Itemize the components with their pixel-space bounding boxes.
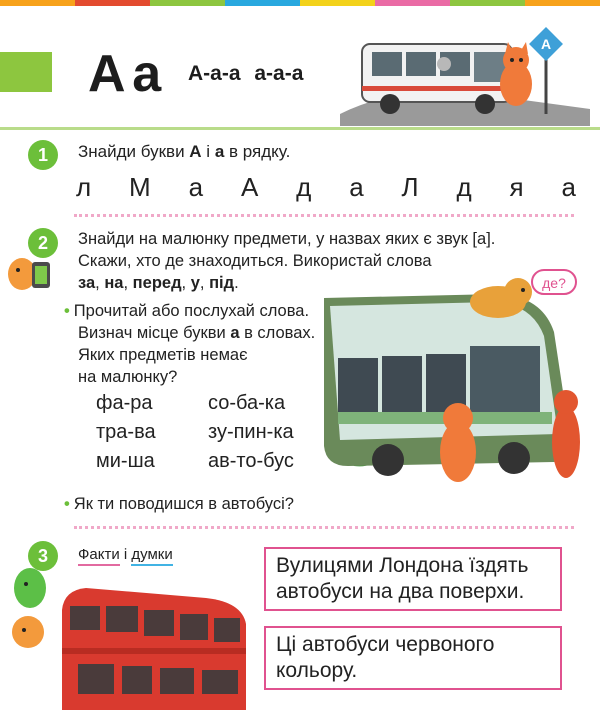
separator: , <box>123 274 133 292</box>
task-1-letter-upper: А <box>189 142 202 161</box>
task-1-text-post: в рядку. <box>224 142 291 161</box>
fact-card-2: Ці автобуси червоного кольору. <box>264 626 562 690</box>
task-2-bullet-2: • Як ти поводишся в автобусі? <box>64 495 294 513</box>
bullet-1-letter: а <box>230 324 240 342</box>
character-with-tablet-icon <box>4 248 54 298</box>
word-item: со-ба-ка <box>208 392 286 414</box>
header-bus-illustration <box>340 14 590 126</box>
bullet-1-line-4: на малюнку? <box>78 368 178 386</box>
keyword: перед <box>132 274 182 292</box>
letters-row <box>76 172 576 203</box>
letter-item: я <box>509 172 524 202</box>
letter-item: М <box>129 172 151 202</box>
word-item: ми-ша <box>96 450 155 472</box>
speech-bubble-text: де? <box>542 275 566 291</box>
strip-segment <box>0 0 75 6</box>
syllable-words-grid <box>96 392 320 473</box>
section-divider <box>74 214 574 217</box>
bullet-1-line-1: Прочитай або послухай слова. <box>73 302 310 320</box>
characters-pair-icon <box>6 560 56 652</box>
letter-item: д <box>296 172 312 202</box>
task-2-bullet-1: • Прочитай або послухай слова. Визнач місце букви а в словах. Яких предметів немає на малюнку? <box>64 302 316 386</box>
letter-sounds: А-а-а а-а-а <box>188 62 304 85</box>
letter-item: а <box>188 172 204 202</box>
facts-opinions-joiner: і <box>119 546 132 563</box>
task-1-instruction <box>78 142 290 162</box>
sign-letter: А <box>540 36 552 52</box>
task-1-text-mid: і <box>201 142 215 161</box>
separator: , <box>95 274 105 292</box>
task-1-text-pre: Знайди букви <box>78 142 190 161</box>
letter-item: д <box>456 172 472 202</box>
letter-item: Л <box>401 172 419 202</box>
letter-item: А <box>240 172 259 202</box>
bullet-1-line-3: Яких предметів немає <box>78 346 248 364</box>
task-1-letter-lower: а <box>214 142 225 161</box>
facts-word: Факти <box>78 546 120 566</box>
word-item: фа-ра <box>96 392 153 414</box>
task-2-line-1: Знайди на малюнку предмети, у назвах яких є звук [а]. <box>78 230 496 248</box>
task-2-line-2: Скажи, хто де знаходиться. Використай слова <box>78 252 432 270</box>
header-accent-bar <box>0 52 52 92</box>
bus-scene-illustration <box>318 262 590 510</box>
section-divider <box>74 526 574 529</box>
strip-segment <box>300 0 375 6</box>
header-divider <box>0 127 600 130</box>
keyword: за <box>78 274 96 292</box>
strip-segment <box>150 0 225 6</box>
word-item: ав-то-бус <box>208 450 294 472</box>
fact-card-1: Вулицями Лондона їздять автобуси на два поверхи. <box>264 547 562 611</box>
separator: , <box>181 274 191 292</box>
bullet-1-line-2-post: в словах. <box>239 324 316 342</box>
bullet-2-text: Як ти поводишся в автобусі? <box>73 495 294 513</box>
separator: . <box>234 274 239 292</box>
opinions-word: думки <box>131 546 172 566</box>
red-double-decker-bus-illustration <box>56 584 252 710</box>
word-item: тра-ва <box>96 421 156 443</box>
strip-segment <box>525 0 600 6</box>
strip-segment <box>450 0 525 6</box>
letter-item: а <box>349 172 364 202</box>
task-1-badge: 1 <box>28 140 58 170</box>
facts-and-opinions-heading <box>78 546 173 563</box>
strip-segment <box>75 0 150 6</box>
strip-segment <box>375 0 450 6</box>
keyword: у <box>190 274 200 292</box>
separator: , <box>199 274 210 292</box>
bullet-1-line-2-pre: Визнач місце букви <box>78 324 231 342</box>
keyword: під <box>209 274 235 292</box>
task-2-badge: 2 <box>28 228 58 258</box>
top-color-strip <box>0 0 600 6</box>
keyword: на <box>104 274 124 292</box>
letter-item: а <box>561 172 576 202</box>
page-letter-title: Аа <box>88 45 168 103</box>
strip-segment <box>225 0 300 6</box>
task-3-badge: 3 <box>28 541 58 571</box>
letter-item: л <box>76 172 92 202</box>
word-item: зу-пин-ка <box>208 421 294 443</box>
